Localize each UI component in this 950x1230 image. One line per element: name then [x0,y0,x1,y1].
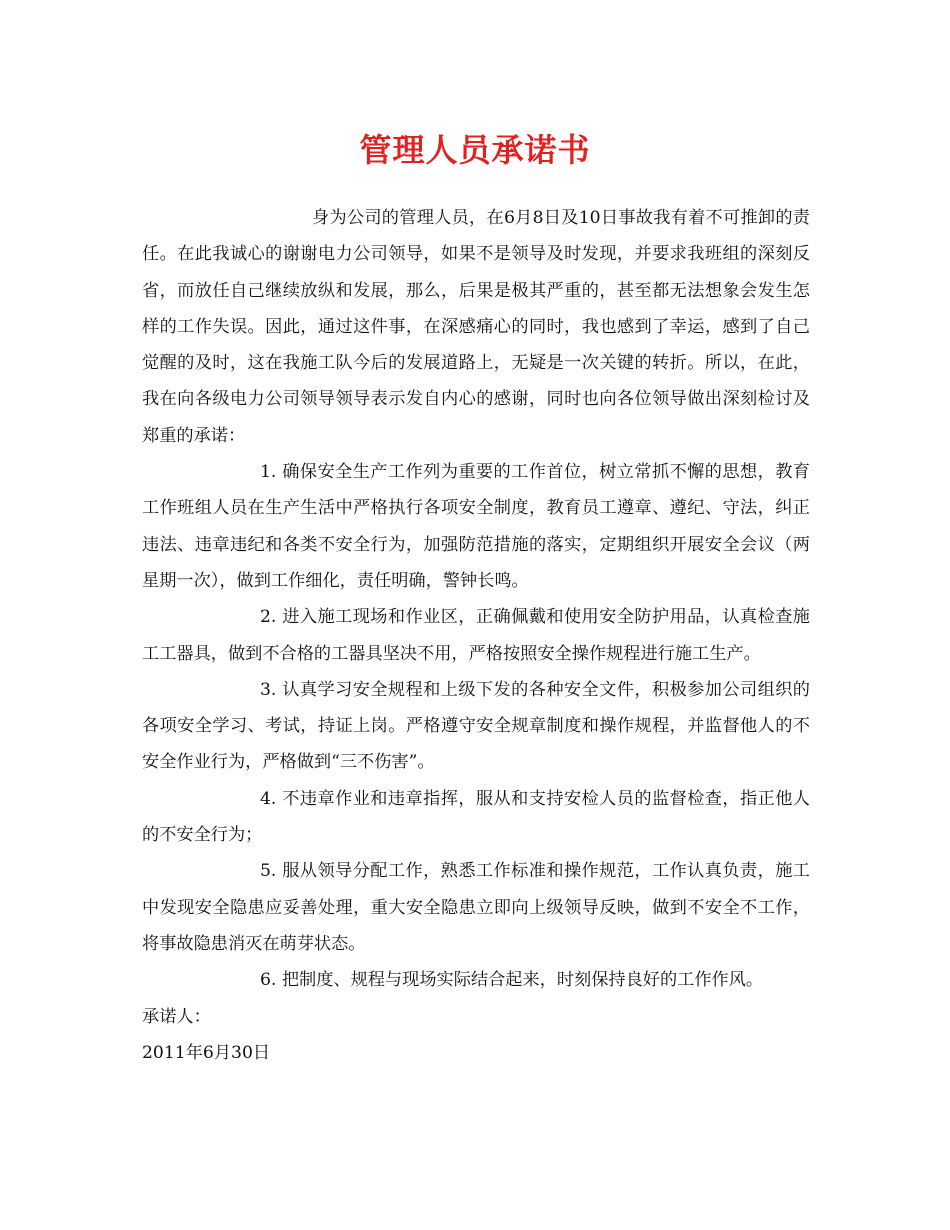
commitment-item-4: 4. 不违章作业和违章指挥，服从和支持安检人员的监督检查，指正他人的不安全行为； [142,788,810,846]
document-body [142,200,810,1071]
signature-date: 2011年6月30日 [142,1042,271,1063]
commitment-item-1: 1. 确保安全生产工作列为重要的工作首位，树立常抓不懈的思想，教育工作班组人员在生产生活中严格执行各项安全制度，教育员工遵章、遵纪、守法，纠正违法、违章违纪和各类不安全行为，加强防范措施的落实，定期组织开展安全会议（两星期一次），做到工作细化，责任明确，警钟长鸣。 [142,462,810,591]
commitment-item-5: 5. 服从领导分配工作，熟悉工作标准和操作规范，工作认真负责，施工中发现安全隐患应妥善处理，重大安全隐患立即向上级领导反映，做到不安全不工作，将事故隐患消灭在萌芽状态。 [142,861,810,954]
signatory-label: 承诺人： [142,1006,211,1027]
commitment-item-2: 2. 进入施工现场和作业区，正确佩戴和使用安全防护用品，认真检查施工工器具，做到不合格的工器具坚决不用，严格按照安全操作规程进行施工生产。 [142,607,810,664]
commitment-item-3: 3. 认真学习安全规程和上级下发的各种安全文件，积极参加公司组织的各项安全学习、考试，持证上岗。严格遵守安全规章制度和操作规程，并监督他人的不安全作业行为，严格做到“三不伤害”。 [142,679,810,773]
intro-paragraph: 身为公司的管理人员，在6月8日及10日事故我有着不可推卸的责任。在此我诚心的谢谢电力公司领导，如果不是领导及时发现，并要求我班组的深刻反省，而放任自己继续放纵和发展，那么，后果是极其严重的，甚至都无法想象会发生怎样的工作失误。因此，通过这件事，在深感痛心的同时，我也感到了幸运，感到了自己觉醒的及时，这在我施工队今后的发展道路上，无疑是一次关键的转折。所以，在此，我在向各级电力公司领导领导表示发自内心的感谢，同时也向各位领导做出深刻检讨及郑重的承诺： [142,208,810,446]
document-title: 管理人员承诺书 [359,131,591,169]
commitment-item-6: 6. 把制度、规程与现场实际结合起来，时刻保持良好的工作作风。 [260,970,764,991]
